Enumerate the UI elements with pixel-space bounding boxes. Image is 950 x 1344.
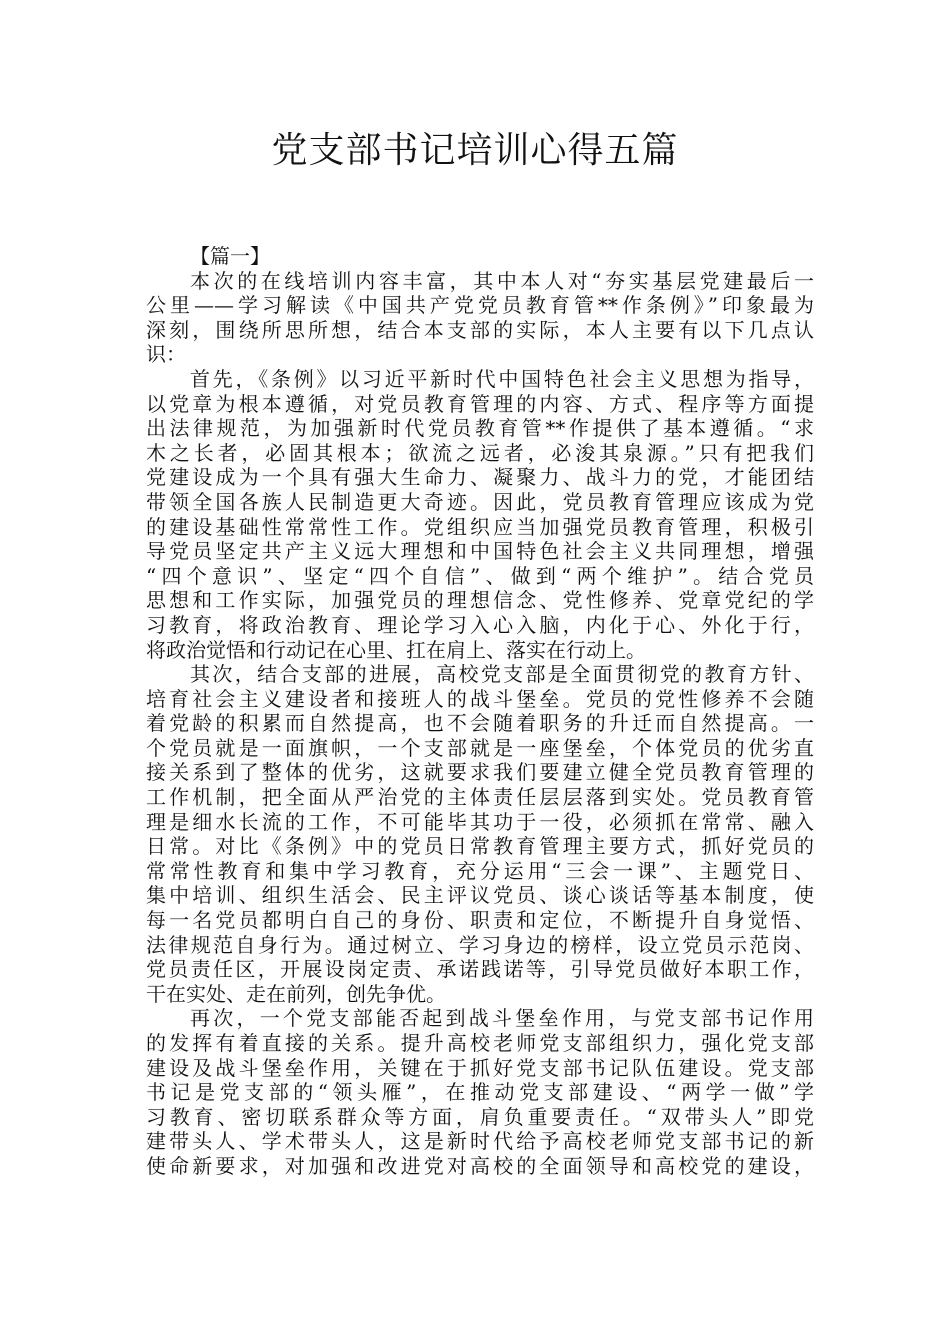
paragraph-line: 理是细水长流的工作，不可能毕其功于一役，必须抓在常常、融入	[146, 809, 814, 834]
paragraph-line: 集中培训、组织生活会、民主评议党员、谈心谈话等基本制度，使	[146, 883, 814, 908]
document-body	[146, 244, 814, 1179]
paragraph-line: 日常。对比《条例》中的党员日常教育管理主要方式，抓好党员的	[146, 834, 814, 859]
paragraph-line: 习教育，将政治教育、理论学习入心入脑，内化于心、外化于行，	[146, 612, 814, 637]
paragraph-line: 着党龄的积累而自然提高，也不会随着职务的升迁而自然提高。一	[146, 711, 814, 736]
paragraph-line: 党员责任区，开展设岗定责、承诺践诺等，引导党员做好本职工作，	[146, 957, 814, 982]
paragraph-line: 的发挥有着直接的关系。提升高校老师党支部组织力，强化党支部	[146, 1031, 814, 1055]
paragraph-line: 常常性教育和集中学习教育，充分运用“三会一课”、主题党日、	[146, 858, 814, 883]
paragraph	[146, 367, 814, 662]
paragraph-line: 其次，结合支部的进展，高校党支部是全面贯彻党的教育方针、	[190, 662, 814, 687]
paragraph-line: 个党员就是一面旗帜，一个支部就是一座堡垒，个体党员的优劣直	[146, 735, 814, 760]
paragraph-line: 习教育、密切联系群众等方面，肩负重要责任。“双带头人”即党	[146, 1104, 814, 1129]
paragraph-line: 干在实处、走在前列，创先争优。	[146, 981, 446, 1006]
paragraph-line: “四个意识”、坚定“四个自信”、做到“两个维护”。结合党员	[146, 563, 814, 588]
document-title: 党支部书记培训心得五篇	[271, 130, 679, 171]
paragraph-line: 木之长者，必固其根本；欲流之远者，必浚其泉源。”只有把我们	[146, 440, 814, 465]
paragraph-line: 工作机制，把全面从严治党的主体责任层层落到实处。党员教育管	[146, 785, 814, 810]
paragraph	[146, 1006, 814, 1178]
paragraph-line: 每一名党员都明白自己的身份、职责和定位，不断提升自身觉悟、	[146, 908, 814, 933]
paragraph-line: 的建设基础性常常性工作。党组织应当加强党员教育管理，积极引	[146, 514, 814, 539]
paragraph-line: 带领全国各族人民制造更大奇迹。因此，党员教育管理应该成为党	[146, 489, 814, 514]
paragraph-line: 再次，一个党支部能否起到战斗堡垒作用，与党支部书记作用	[190, 1006, 814, 1031]
paragraph-line: 以党章为根本遵循，对党员教育管理的内容、方式、程序等方面提	[146, 391, 814, 416]
paragraph	[146, 662, 814, 1006]
paragraph-line: 培育社会主义建设者和接班人的战斗堡垒。党员的党性修养不会随	[146, 686, 814, 711]
paragraph-line: 公里——学习解读《中国共产党党员教育管**作条例》”印象最为	[146, 293, 814, 318]
paragraph-line: 建设及战斗堡垒作用，关键在于抓好党支部书记队伍建设。党支部	[146, 1055, 814, 1080]
paragraph-line: 首先，《条例》以习近平新时代中国特色社会主义思想为指导，	[190, 366, 814, 391]
paragraph-line: 识：	[146, 342, 186, 367]
paragraph-line: 建带头人、学术带头人，这是新时代给予高校老师党支部书记的新	[146, 1129, 814, 1154]
section-label: 【篇一】	[190, 244, 270, 268]
paragraph-line: 使命新要求，对加强和改进党对高校的全面领导和高校党的建设，	[146, 1153, 814, 1178]
paragraph-line: 书记是党支部的“领头雁”，在推动党支部建设、“两学一做”学	[146, 1080, 814, 1105]
paragraph-line: 法律规范自身行为。通过树立、学习身边的榜样，设立党员示范岗、	[146, 932, 814, 957]
paragraph-line: 将政治觉悟和行动记在心里、扛在肩上、落实在行动上。	[146, 637, 646, 662]
paragraph-line: 导党员坚定共产主义远大理想和中国特色社会主义共同理想，增强	[146, 539, 814, 564]
paragraph-line: 思想和工作实际，加强党员的理想信念、党性修养、党章党纪的学	[146, 588, 814, 613]
paragraph-line: 出法律规范，为加强新时代党员教育管**作提供了基本遵循。“求	[146, 416, 814, 441]
paragraph-line: 党建设成为一个具有强大生命力、凝聚力、战斗力的党，才能团结	[146, 465, 814, 490]
paragraph-line: 本次的在线培训内容丰富，其中本人对“夯实基层党建最后一	[190, 268, 814, 293]
paragraph-line: 接关系到了整体的优劣，这就要求我们要建立健全党员教育管理的	[146, 760, 814, 785]
paragraph-list	[146, 269, 814, 1179]
paragraph-line: 深刻，围绕所思所想，结合本支部的实际，本人主要有以下几点认	[146, 317, 814, 342]
paragraph	[146, 269, 814, 367]
